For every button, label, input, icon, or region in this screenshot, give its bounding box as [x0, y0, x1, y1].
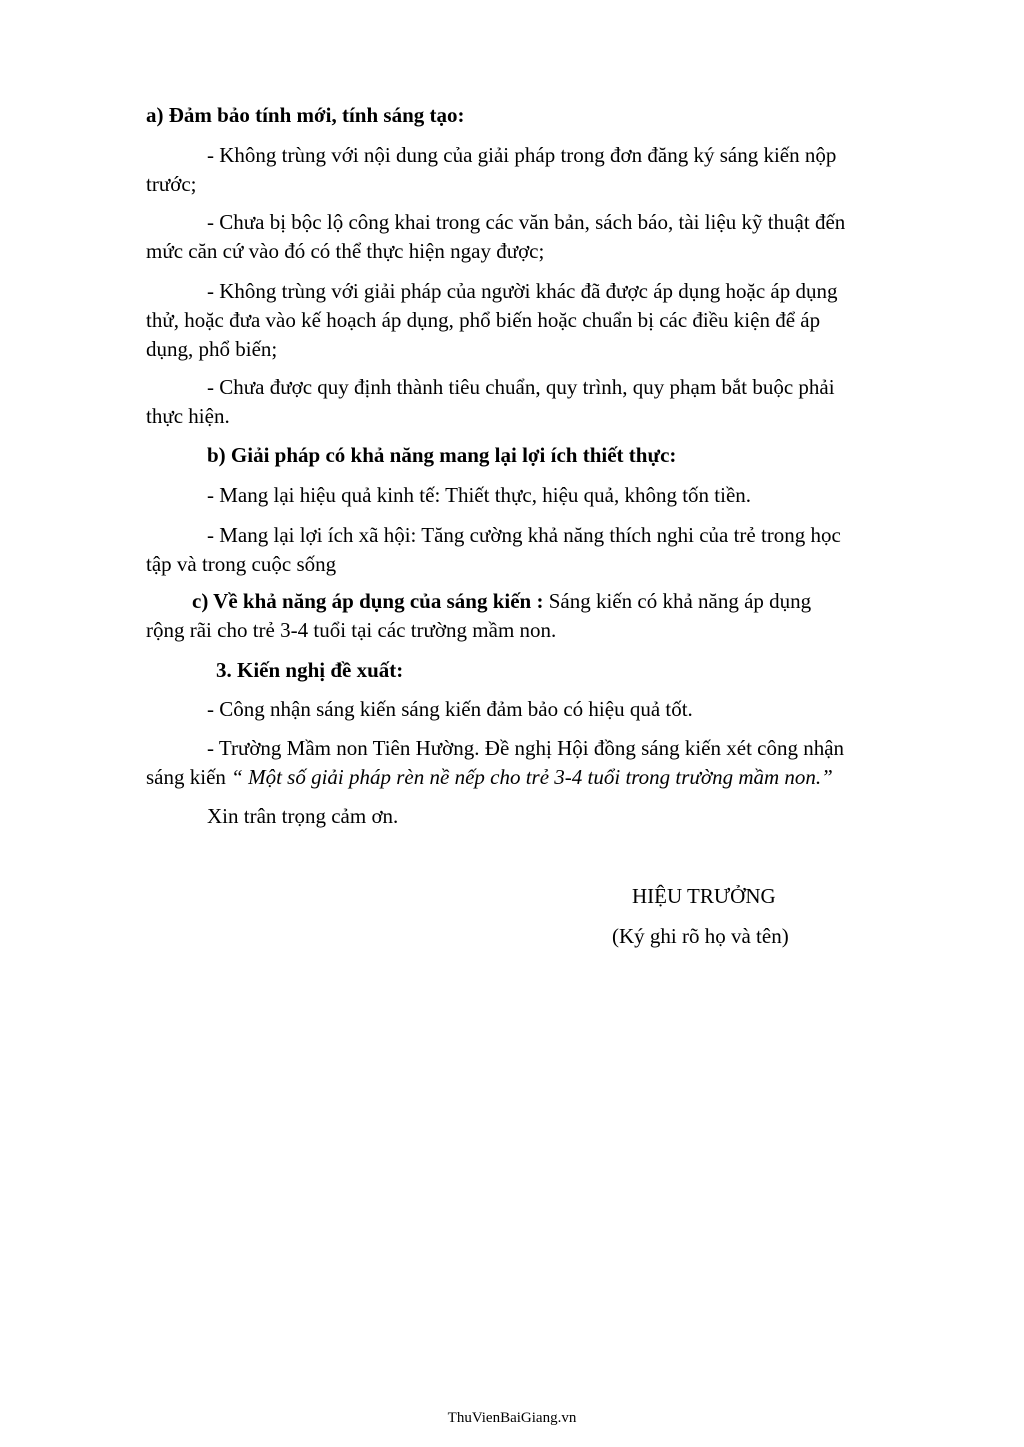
- section-b-item1: - Mang lại hiệu quả kinh tế: Thiết thực, hiệu quả, không tốn tiền.: [207, 483, 752, 507]
- section-c-line2: rộng rãi cho trẻ 3-4 tuổi tại các trường mầm non.: [146, 618, 557, 642]
- section-3-item2-line2: [146, 763, 946, 791]
- section-a-item1-line1: - Không trùng với nội dung của giải pháp trong đơn đăng ký sáng kiến nộp: [207, 143, 837, 167]
- section-a-item3-line3: dụng, phổ biến;: [146, 337, 278, 361]
- section-a-item1-line2: trước;: [146, 172, 197, 196]
- section-b-item2-line1: - Mang lại lợi ích xã hội: Tăng cường khả năng thích nghi của trẻ trong học: [207, 523, 841, 547]
- initiative-title: “ Một số giải pháp rèn nề nếp cho trẻ 3-4 tuổi trong trường mầm non.”: [231, 765, 833, 789]
- section-a-item4-line2: thực hiện.: [146, 404, 230, 428]
- section-3-item1: - Công nhận sáng kiến sáng kiến đảm bảo có hiệu quả tốt.: [207, 697, 693, 721]
- section-b-heading: b) Giải pháp có khả năng mang lại lợi ích thiết thực:: [207, 443, 677, 467]
- section-a-heading: a) Đảm bảo tính mới, tính sáng tạo:: [146, 103, 465, 127]
- signature-title: HIỆU TRƯỞNG: [632, 884, 776, 908]
- section-3-heading: 3. Kiến nghị đề xuất:: [216, 658, 404, 682]
- section-a-item2-line2: mức căn cứ vào đó có thể thực hiện ngay được;: [146, 239, 545, 263]
- section-a-item3-line1: - Không trùng với giải pháp của người khác đã được áp dụng hoặc áp dụng: [207, 279, 838, 303]
- section-a-item2-line1: - Chưa bị bộc lộ công khai trong các văn bản, sách báo, tài liệu kỹ thuật đến: [207, 210, 846, 234]
- section-c-line1: [192, 587, 992, 615]
- section-c-text: Sáng kiến có khả năng áp dụng: [543, 589, 812, 613]
- section-3-item2-line1: - Trường Mầm non Tiên Hường. Đề nghị Hội đồng sáng kiến xét công nhận: [207, 736, 845, 760]
- section-c-heading: c) Về khả năng áp dụng của sáng kiến :: [192, 589, 544, 613]
- section-a-item4-line1: - Chưa được quy định thành tiêu chuẩn, quy trình, quy phạm bắt buộc phải: [207, 375, 835, 399]
- footer-watermark: ThuVienBaiGiang.vn: [447, 1410, 577, 1426]
- thanks-text: Xin trân trọng cảm ơn.: [207, 804, 399, 828]
- signature-note: (Ký ghi rõ họ và tên): [612, 924, 789, 948]
- section-b-item2-line2: tập và trong cuộc sống: [146, 552, 337, 576]
- section-3-item2-prefix: sáng kiến: [146, 765, 232, 789]
- section-a-item3-line2: thử, hoặc đưa vào kế hoạch áp dụng, phổ biến hoặc chuẩn bị các điều kiện để áp: [146, 308, 821, 332]
